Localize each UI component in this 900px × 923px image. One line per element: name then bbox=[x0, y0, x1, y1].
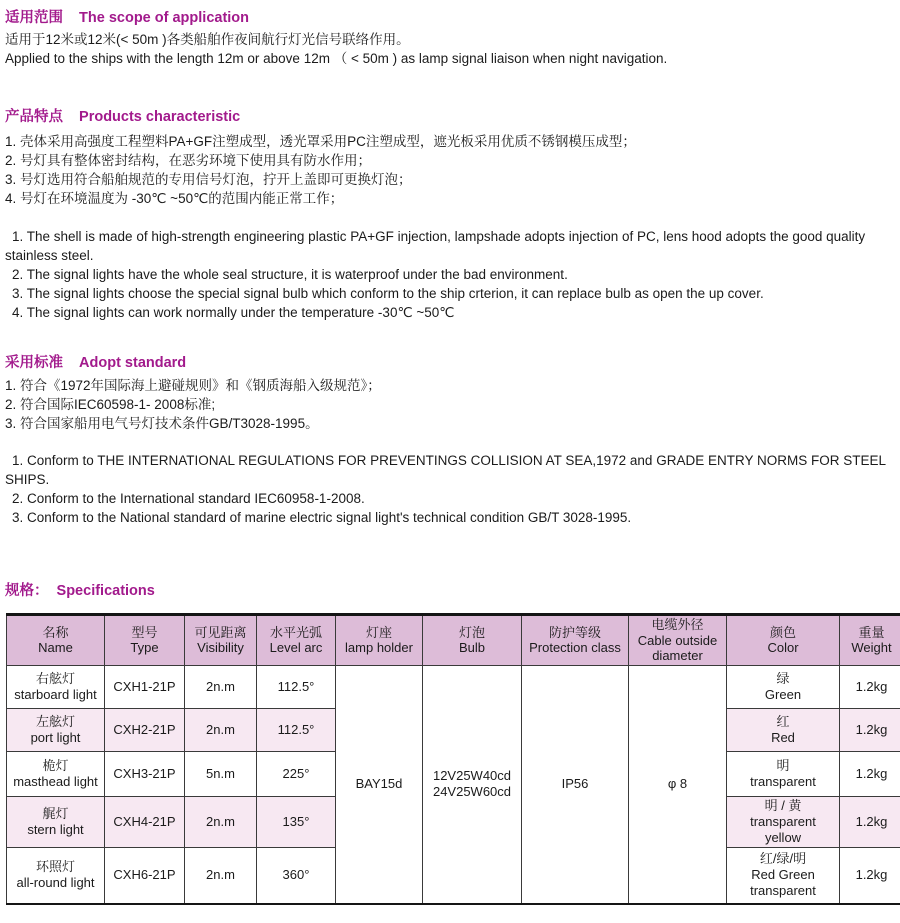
col-header-protection-class: 防护等级 Protection class bbox=[522, 615, 629, 666]
feature-item-zh: 1. 壳体采用高强度工程塑料PA+GF注塑成型，透光罩采用PC注塑成型，遮光板采用优质不锈钢模压成型； bbox=[5, 134, 636, 149]
cell-type: CXH2-21P bbox=[105, 708, 185, 751]
col-header-bulb: 灯泡 Bulb bbox=[423, 615, 522, 666]
spec-table bbox=[6, 613, 900, 905]
standard-item-en: 3. Conform to the National standard of marine electric signal light's technical condition GB/T 3028-1995. bbox=[12, 510, 632, 525]
cell-name: 右舷灯 starboard light bbox=[7, 665, 105, 708]
features-section-title bbox=[5, 108, 895, 126]
features-items-en bbox=[5, 227, 895, 322]
cell-weight: 1.2kg bbox=[840, 847, 900, 904]
standard-item-en: 2. Conform to the International standard IEC60958-1-2008. bbox=[12, 491, 365, 506]
cell-protection-class: IP56 bbox=[522, 665, 629, 904]
feature-item-zh: 2. 号灯具有整体密封结构，在恶劣环境下使用具有防水作用； bbox=[5, 153, 372, 168]
cell-bulb: 12V25W40cd 24V25W60cd bbox=[423, 665, 522, 904]
cell-type: CXH6-21P bbox=[105, 847, 185, 904]
standard-item-en: 1. Conform to THE INTERNATIONAL REGULATIONS FOR PREVENTINGS COLLISION AT SEA,1972 and GRADE ENTRY NORMS FOR STEEL SHIPS. bbox=[5, 453, 886, 487]
cell-name: 左舷灯 port light bbox=[7, 708, 105, 751]
feature-item-en: 3. The signal lights choose the special signal bulb which conform to the ship crterion, it can replace bulb as open the up cover. bbox=[12, 286, 764, 301]
standard-item-zh: 2. 符合国际IEC60598-1- 2008标准; bbox=[5, 397, 216, 412]
cell-color: 绿 Green bbox=[727, 665, 840, 708]
feature-item-en: 2. The signal lights have the whole seal structure, it is waterproof under the bad environment. bbox=[12, 267, 568, 282]
feature-item-en: 4. The signal lights can work normally under the temperature -30℃ ~50℃ bbox=[12, 305, 455, 320]
cell-cable-diameter: φ 8 bbox=[629, 665, 727, 904]
cell-weight: 1.2kg bbox=[840, 708, 900, 751]
col-header-level-arc: 水平光弧 Level arc bbox=[257, 615, 336, 666]
cell-weight: 1.2kg bbox=[840, 665, 900, 708]
cell-color: 明 transparent bbox=[727, 751, 840, 796]
scope-body-en: Applied to the ships with the length 12m or above 12m （ < 50m ) as lamp signal liaison when night navigation. bbox=[5, 51, 668, 66]
cell-name: 桅灯 masthead light bbox=[7, 751, 105, 796]
scope-section-title bbox=[5, 9, 895, 27]
cell-level-arc: 112.5° bbox=[257, 665, 336, 708]
cell-visibility: 2n.m bbox=[185, 796, 257, 847]
scope-title-en: The scope of application bbox=[79, 10, 250, 26]
standards-section-title bbox=[5, 354, 895, 372]
col-header-lamp-holder: 灯座 lamp holder bbox=[336, 615, 423, 666]
spec-title-zh: 规格： bbox=[5, 583, 49, 599]
cell-type: CXH4-21P bbox=[105, 796, 185, 847]
cell-lamp-holder: BAY15d bbox=[336, 665, 423, 904]
features-title-en: Products characteristic bbox=[79, 109, 241, 125]
cell-color: 红 Red bbox=[727, 708, 840, 751]
col-header-cable-diameter: 电缆外径 Cable outside diameter bbox=[629, 615, 727, 666]
spec-section-title bbox=[5, 582, 895, 600]
features-title-zh: 产品特点 bbox=[5, 109, 63, 125]
feature-item-zh: 3. 号灯选用符合船舶规范的专用信号灯泡，拧开上盖即可更换灯泡； bbox=[5, 172, 412, 187]
cell-type: CXH3-21P bbox=[105, 751, 185, 796]
spec-title-en: Specifications bbox=[56, 583, 155, 599]
col-header-color: 颜色 Color bbox=[727, 615, 840, 666]
feature-item-zh: 4. 号灯在环境温度为 -30℃ ~50℃的范围内能正常工作； bbox=[5, 191, 344, 206]
cell-weight: 1.2kg bbox=[840, 796, 900, 847]
cell-visibility: 2n.m bbox=[185, 708, 257, 751]
cell-visibility: 5n.m bbox=[185, 751, 257, 796]
cell-visibility: 2n.m bbox=[185, 665, 257, 708]
standards-title-zh: 采用标准 bbox=[5, 355, 63, 371]
table-row-starboard-light bbox=[7, 665, 900, 708]
cell-level-arc: 360° bbox=[257, 847, 336, 904]
standards-title-en: Adopt standard bbox=[79, 355, 187, 371]
scope-title-zh: 适用范围 bbox=[5, 10, 63, 26]
cell-name: 艉灯 stern light bbox=[7, 796, 105, 847]
cell-level-arc: 135° bbox=[257, 796, 336, 847]
feature-item-en: 1. The shell is made of high-strength engineering plastic PA+GF injection, lampshade adopts injection of PC, lens hood adopts the good quality stainless steel. bbox=[5, 229, 866, 263]
cell-color: 明 / 黄 transparent yellow bbox=[727, 796, 840, 847]
scope-body-zh: 适用于12米或12米(< 50m )各类船舶作夜间航行灯光信号联络作用。 bbox=[5, 32, 410, 47]
cell-level-arc: 225° bbox=[257, 751, 336, 796]
cell-color: 红/绿/明 Red Green transparent bbox=[727, 847, 840, 904]
cell-visibility: 2n.m bbox=[185, 847, 257, 904]
col-header-visibility: 可见距离 Visibility bbox=[185, 615, 257, 666]
col-header-name: 名称 Name bbox=[7, 615, 105, 666]
col-header-type: 型号 Type bbox=[105, 615, 185, 666]
spec-table-header-row bbox=[7, 615, 900, 666]
standard-item-zh: 3. 符合国家船用电气号灯技术条件GB/T3028-1995。 bbox=[5, 416, 319, 431]
standards-items-en bbox=[5, 451, 895, 527]
standard-item-zh: 1. 符合《1972年国际海上避碰规则》和《钢质海船入级规范》； bbox=[5, 378, 381, 393]
col-header-weight: 重量 Weight bbox=[840, 615, 900, 666]
cell-level-arc: 112.5° bbox=[257, 708, 336, 751]
cell-name: 环照灯 all-round light bbox=[7, 847, 105, 904]
cell-type: CXH1-21P bbox=[105, 665, 185, 708]
cell-weight: 1.2kg bbox=[840, 751, 900, 796]
standards-items-zh bbox=[5, 376, 895, 433]
features-items-zh bbox=[5, 132, 895, 208]
